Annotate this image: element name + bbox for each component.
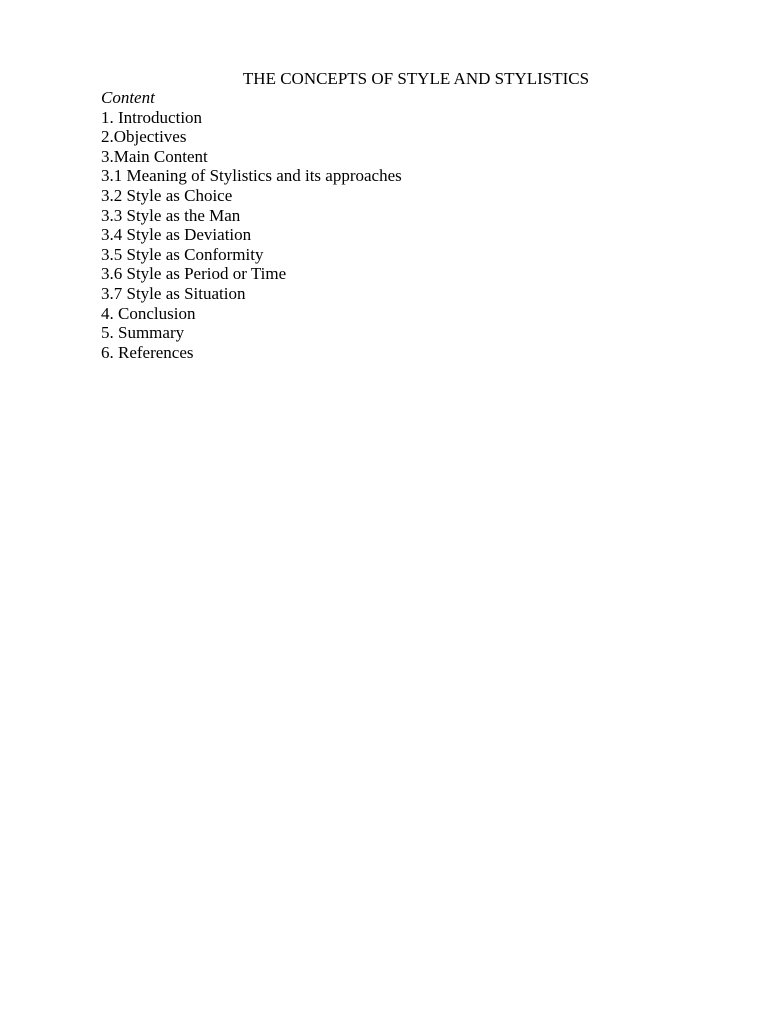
toc-item-style-as-choice: 3.2 Style as Choice [101, 185, 233, 205]
toc-item-style-as-deviation: 3.4 Style as Deviation [101, 225, 252, 245]
document-title: THE CONCEPTS OF STYLE AND STYLISTICS [242, 69, 590, 88]
toc-heading: Content [101, 88, 155, 107]
toc-item-style-as-period: 3.6 Style as Period or Time [101, 264, 287, 284]
toc-item-conclusion: 4. Conclusion [101, 303, 196, 323]
toc-item-style-as-the-man: 3.3 Style as the Man [101, 205, 241, 225]
toc-item-style-as-situation: 3.7 Style as Situation [101, 283, 246, 303]
toc-item-objectives: 2.Objectives [101, 127, 187, 147]
toc-item-meaning-of-stylistics: 3.1 Meaning of Stylistics and its approaches [101, 166, 402, 186]
toc-item-style-as-conformity: 3.5 Style as Conformity [101, 244, 264, 264]
table-of-contents [101, 88, 402, 362]
toc-item-main-content: 3.Main Content [101, 146, 208, 166]
toc-item-summary: 5. Summary [101, 323, 185, 343]
toc-item-references: 6. References [101, 342, 194, 362]
toc-item-introduction: 1. Introduction [101, 107, 203, 127]
